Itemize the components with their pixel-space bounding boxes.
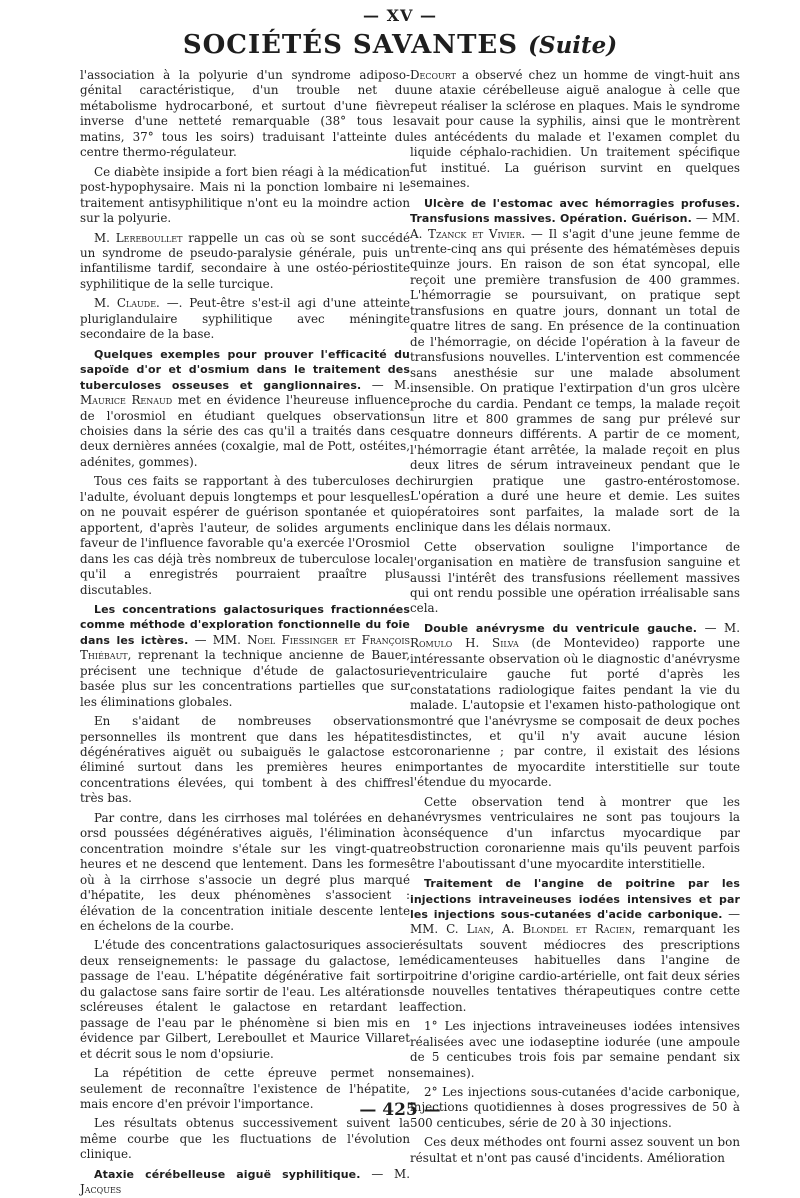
paragraph-text: reprenant la technique ancienne de Bauer, précisent une technique d'étude de galactosurie basée plus sur les concentrations partielles que sur les éliminations globales.: [80, 648, 410, 709]
author-name: M. Lereboullet: [94, 230, 183, 245]
author-name: Decourt: [410, 68, 457, 82]
dash: — MM. C.: [410, 907, 741, 937]
paragraph: [80, 231, 410, 293]
paragraph-text: (de Montevideo) rapporte une intéressante observation où le diagnostic d'anévrysme ventriculaire gauche fut porté d'après les constatations radiologique faites pendant la vie du malade. L'autopsie et l'examen histo-pathologique ont montré que l'anévrysme se composait de deux poches distinctes, et qu'il n'y avait aucune lésion coronarienne ; par contre, il existait des lésions importantes de myocardite interstitielle sur toute l'étendue du myocarde.: [410, 636, 740, 790]
paragraph: Cette observation souligne l'importance de l'organisation en matière de transfusion sanguine et aussi l'intérêt des transfusions réellement massives qui ont rendu possible une opération irréalisable sans cela.: [410, 539, 740, 616]
paragraph: [80, 296, 410, 342]
section-title: Quelques exemples pour prouver l'efficacité du sapoïde d'or et d'osmium dans le traitement des tuberculoses osseuses et ganglionnaires.: [80, 347, 410, 392]
paragraph-text: — Il s'agit d'une jeune femme de trente-cinq ans qui présente des hématémèses depuis quinze jours. En raison de son état syncopal, elle reçoit une première transfusion de 400 grammes. L'hémorragie se poursuivant, on pratique sept transfusions en quatre jours, donnant un total de quatre litres de sang. En présence de la continuation de l'hémorragie, on décide l'opération à la faveur de transfusions nouvelles. L'intervention est commencée sans anesthésie sur une malade absolument insensible. On pratique l'extirpation d'un gros ulcère proche du cardia. Pendant ce temps, la malade reçoit un litre et 800 grammes de sang pur prélevé sur quatre donneurs différents. A partir de ce moment, l'hémorragie étant arrêtée, la malade reçoit en plus deux litres de sérum intraveineux pendant que le chirurgien pratique une gastro-entérostomose. L'opération a duré une heure et demie. Les suites opératoires sont parfaites, la malade sort de la clinique dans les délais normaux.: [410, 226, 740, 535]
section-title: Double anévrysme du ventricule gauche.: [424, 621, 698, 635]
section-paragraph: [80, 1167, 410, 1198]
paragraph-text: a observé chez un homme de vingt-huit ans une ataxie cérébelleuse aiguë analogue à celle que peut réaliser la sclérose en plaques. Mais le syndrome avait pour cause la syphilis, ainsi que le montrèrent les antécédents du malade et l'examen complet du liquide céphalo-rachidien. Un traitement spécifique fut institué. La guérison survint en quelques semaines.: [410, 68, 740, 191]
dash: — M.: [360, 1166, 411, 1181]
page-number-roman: — XV —: [363, 6, 437, 25]
paragraph: Les résultats obtenus successivement suivent la même courbe que les fluctuations de l'évolution clinique.: [80, 1116, 410, 1162]
section-title: Ulcère de l'estomac avec hémorragies profuses. Transfusions massives. Opération. Guérison.: [410, 196, 740, 226]
paragraph-text: rappelle un cas où se sont succédé un syndrome de pseudo-paralysie générale, puis un infantilisme tardif, secondaire à une ostéo-périostite syphilitique de la selle turcique.: [80, 230, 411, 291]
paragraph-text: —. Peut-être s'est-il agi d'une atteinte pluriglandulaire syphilitique avec méningite secondaire de la base.: [80, 296, 411, 342]
right-column: [410, 68, 741, 1165]
dash: — M.: [697, 620, 741, 635]
dash: — MM.: [188, 632, 248, 647]
paragraph: l'association à la polyurie d'un syndrome adiposo-génital caractéristique, d'un trouble net du métabolisme hydrocarboné, et surtout d'une fièvre inverse d'une netteté remarquable (38° tous les matins, 37° tous les soirs) traduisant l'atteinte du centre thermo-régulateur.: [80, 68, 410, 160]
section-title: Ataxie cérébelleuse aiguë syphilitique.: [94, 1167, 361, 1181]
author-name: Tzanck et Vivier.: [428, 226, 526, 241]
author-name: Romulo H. Silva: [410, 636, 519, 651]
paragraph-text: met en évidence l'heureuse influence de l'orosmiol en étudiant quelques observations choisies dans la série des cas qu'il a traités dans ces deux dernières années (coxalgie, mal de Pott, ostéites, adénites, gommes).: [80, 393, 410, 469]
paragraph: 2° Les injections sous-cutanées d'acide carbonique, injections quotidiennes à doses progressives de 50 à 500 centicubes, série de 20 à 30 injections.: [410, 1085, 740, 1130]
section-paragraph: [80, 602, 410, 710]
paragraph: La répétition de cette épreuve permet non seulement de reconnaître l'existence de l'hépatite, mais encore d'en prévoir l'importance.: [80, 1066, 410, 1111]
paragraph: Tous ces faits se rapportant à des tuberculoses de l'adulte, évoluant depuis longtemps et pour lesquelles on ne pouvait espérer de guérison spontanée et qui apportent, d'après l'auteur, de solides arguments en faveur de l'influence favorable qu'a exercée l'Orosmiol dans les cas déjà très nombreux de tuberculose locale qu'il a enregistrés pourraient praaître plus discutables.: [80, 474, 410, 597]
author-name: Lian, A. Blondel et Racien,: [466, 922, 636, 937]
paragraph: [410, 68, 740, 192]
author-name: Noel Fiessinger et François Thiébaut,: [80, 632, 410, 663]
paragraph: Cette observation tend à montrer que les anévrysmes ventriculaires ne sont pas toujours la conséquence d'un infarctus myocardique par obstruction coronarienne mais qu'ils peuvent parfois être l'aboutissant d'une myocardite interstitielle.: [410, 794, 740, 871]
section-title: Traitement de l'angine de poitrine par les injections intraveineuses iodées intensives et par les injections sous-cutanées d'acide carbonique.: [410, 877, 740, 922]
dash: — M.: [361, 377, 410, 392]
section-paragraph: [410, 196, 740, 536]
paragraph-text: remarquant les résultats souvent médiocres des prescriptions médicamenteuses habituelles dans l'angine de poitrine d'origine cardio-artérielle, ont fait deux séries de nouvelles tentatives thérapeutiques contre cette affection.: [410, 922, 740, 1014]
paragraph: Ces deux méthodes ont fourni assez souvent un bon résultat et n'ont pas causé d'incidents. Amélioration: [410, 1135, 740, 1165]
title-suite: (Suite): [528, 32, 618, 59]
page-number: — 425 —: [359, 1100, 441, 1120]
paragraph: En s'aidant de nombreuses observations personnelles ils montrent que dans les hépatites dégénératives aiguët ou subaiguës le galactose est éliminé surtout dans les premières heures en concentrations élevées, qui tombent à des chiffres très bas.: [80, 714, 410, 806]
section-paragraph: [80, 347, 410, 471]
author-name: Maurice Renaud: [80, 393, 173, 408]
author-name: Jacques: [80, 1182, 122, 1197]
paragraph: Par contre, dans les cirrhoses mal tolérées en deh orsd poussées dégénératives aiguës, l'élimination à concentration moindre s'étale sur les vingt-quatre heures et ne descend que lentement. Dans les formes où à la cirrhose s'associe un degré plus marqué d'hépatite, les deux phénomènes s'associent : élévation de la concentration initiale descente lente en échelons de la courbe.: [80, 810, 410, 934]
section-paragraph: [410, 621, 740, 791]
section-title: Les concentrations galactosuriques fractionnées comme méthode d'exploration fonctionnelle du foie dans les ictères.: [80, 602, 410, 647]
author-name: M. Claude.: [94, 296, 160, 311]
dash: — MM. A.: [410, 211, 740, 241]
paragraph: Ce diabète insipide a fort bien réagi à la médication post-hypophysaire. Mais ni la ponction lombaire ni le traitement antisyphilitique n'ont eu la moindre action sur la polyurie.: [80, 164, 410, 226]
section-paragraph: [410, 876, 740, 1015]
paragraph: 1° Les injections intraveineuses iodées intensives réalisées avec une iodaseptine iodurée (une ampoule de 5 centicubes trois fois par semaine pendant six semaines).: [410, 1019, 740, 1080]
paragraph: L'étude des concentrations galactosuriques associe deux renseignements: le passage du galactose, le passage de l'eau. L'hépatite dégénérative fait sortir du galactose sans faire sortir de l'eau. Les altérations scléreuses étalent le galactose en retardant le passage de l'eau par le phénomène si bien mis en évidence par Gilbert, Lereboullet et Maurice Villaret et décrit sous le nom d'opsiurie.: [80, 938, 410, 1061]
page-title: [0, 30, 800, 60]
title-text: SOCIÉTÉS SAVANTES: [182, 30, 519, 60]
